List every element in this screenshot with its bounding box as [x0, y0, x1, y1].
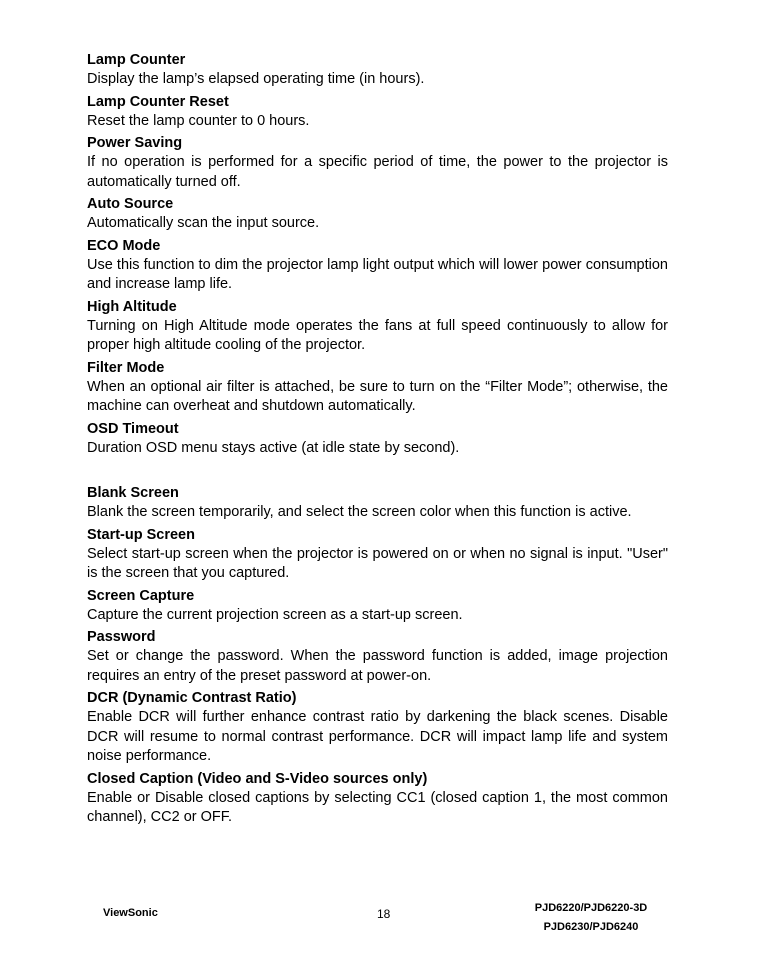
model-line-2: PJD6230/PJD6240: [543, 921, 639, 933]
entry-title: Start-up Screen: [87, 526, 195, 543]
entry-filter-mode: [87, 359, 668, 417]
entry-description: When an optional air filter is attached, be sure to turn on the “Filter Mode”; otherwise, the machine can overheat and shutdown automatically.: [87, 378, 668, 414]
entry-description: Turning on High Altitude mode operates the fans at full speed continuously to allow for proper high altitude cooling of the projector.: [87, 317, 668, 353]
entry-description: If no operation is performed for a specific period of time, the power to the projector is automatically turned off.: [87, 154, 668, 190]
entry-auto-source: [87, 195, 668, 234]
entry-screen-capture: [87, 587, 668, 626]
model-line-1: PJD6220/PJD6220-3D: [534, 902, 648, 914]
entry-startup-screen: [87, 526, 668, 584]
entry-dcr: [87, 689, 668, 767]
entry-title: Screen Capture: [87, 587, 195, 604]
entry-title: High Altitude: [87, 298, 177, 315]
entry-description: Duration OSD menu stays active (at idle state by second).: [87, 439, 460, 456]
entry-description: Blank the screen temporarily, and select the screen color when this function is active.: [87, 504, 632, 520]
entry-title: Lamp Counter: [87, 52, 186, 68]
entry-title: Lamp Counter Reset: [87, 93, 229, 110]
entry-title: Password: [87, 629, 156, 645]
entry-lamp-counter-reset: [87, 93, 668, 132]
entry-title: Blank Screen: [87, 485, 179, 501]
entry-description: Display the lamp’s elapsed operating time (in hours).: [87, 71, 425, 87]
entry-description: Automatically scan the input source.: [87, 215, 320, 231]
entry-title: Filter Mode: [87, 359, 165, 376]
entry-description: Use this function to dim the projector lamp light output which will lower power consumption and increase lamp life.: [87, 256, 668, 292]
entry-title: DCR (Dynamic Contrast Ratio): [87, 690, 297, 706]
entry-closed-caption: [87, 770, 668, 828]
entry-lamp-counter: [87, 51, 668, 90]
entry-osd-timeout: [87, 420, 668, 459]
page-number: 18: [377, 907, 391, 921]
entry-title: ECO Mode: [87, 237, 161, 254]
footer-brand: ViewSonic: [103, 907, 158, 919]
entry-eco-mode: [87, 237, 668, 295]
entry-title: Auto Source: [87, 196, 174, 212]
entry-title: Closed Caption (Video and S-Video sources only): [87, 770, 428, 787]
entry-description: Enable or Disable closed captions by selecting CC1 (closed caption 1, the most common channel), CC2 or OFF.: [87, 789, 668, 825]
entry-title: Power Saving: [87, 135, 183, 151]
entry-title: OSD Timeout: [87, 420, 179, 437]
entry-description: Set or change the password. When the password function is added, image projection requires an entry of the preset password at power-on.: [87, 648, 668, 684]
entry-description: Reset the lamp counter to 0 hours.: [87, 112, 310, 129]
entry-power-saving: [87, 134, 668, 192]
manual-content: [87, 51, 668, 831]
entry-high-altitude: [87, 298, 668, 356]
entry-description: Enable DCR will further enhance contrast ratio by darkening the black scenes. Disable DCR will resume to normal contrast performance. DCR will impact lamp life and system noise performance.: [87, 709, 668, 764]
footer-model-numbers: [520, 899, 662, 937]
entry-password: [87, 628, 668, 686]
entry-blank-screen: [87, 484, 668, 523]
entry-description: Capture the current projection screen as a start-up screen.: [87, 606, 463, 623]
entry-description: Select start-up screen when the projector is powered on or when no signal is input. "User" is the screen that you captured.: [87, 545, 668, 581]
